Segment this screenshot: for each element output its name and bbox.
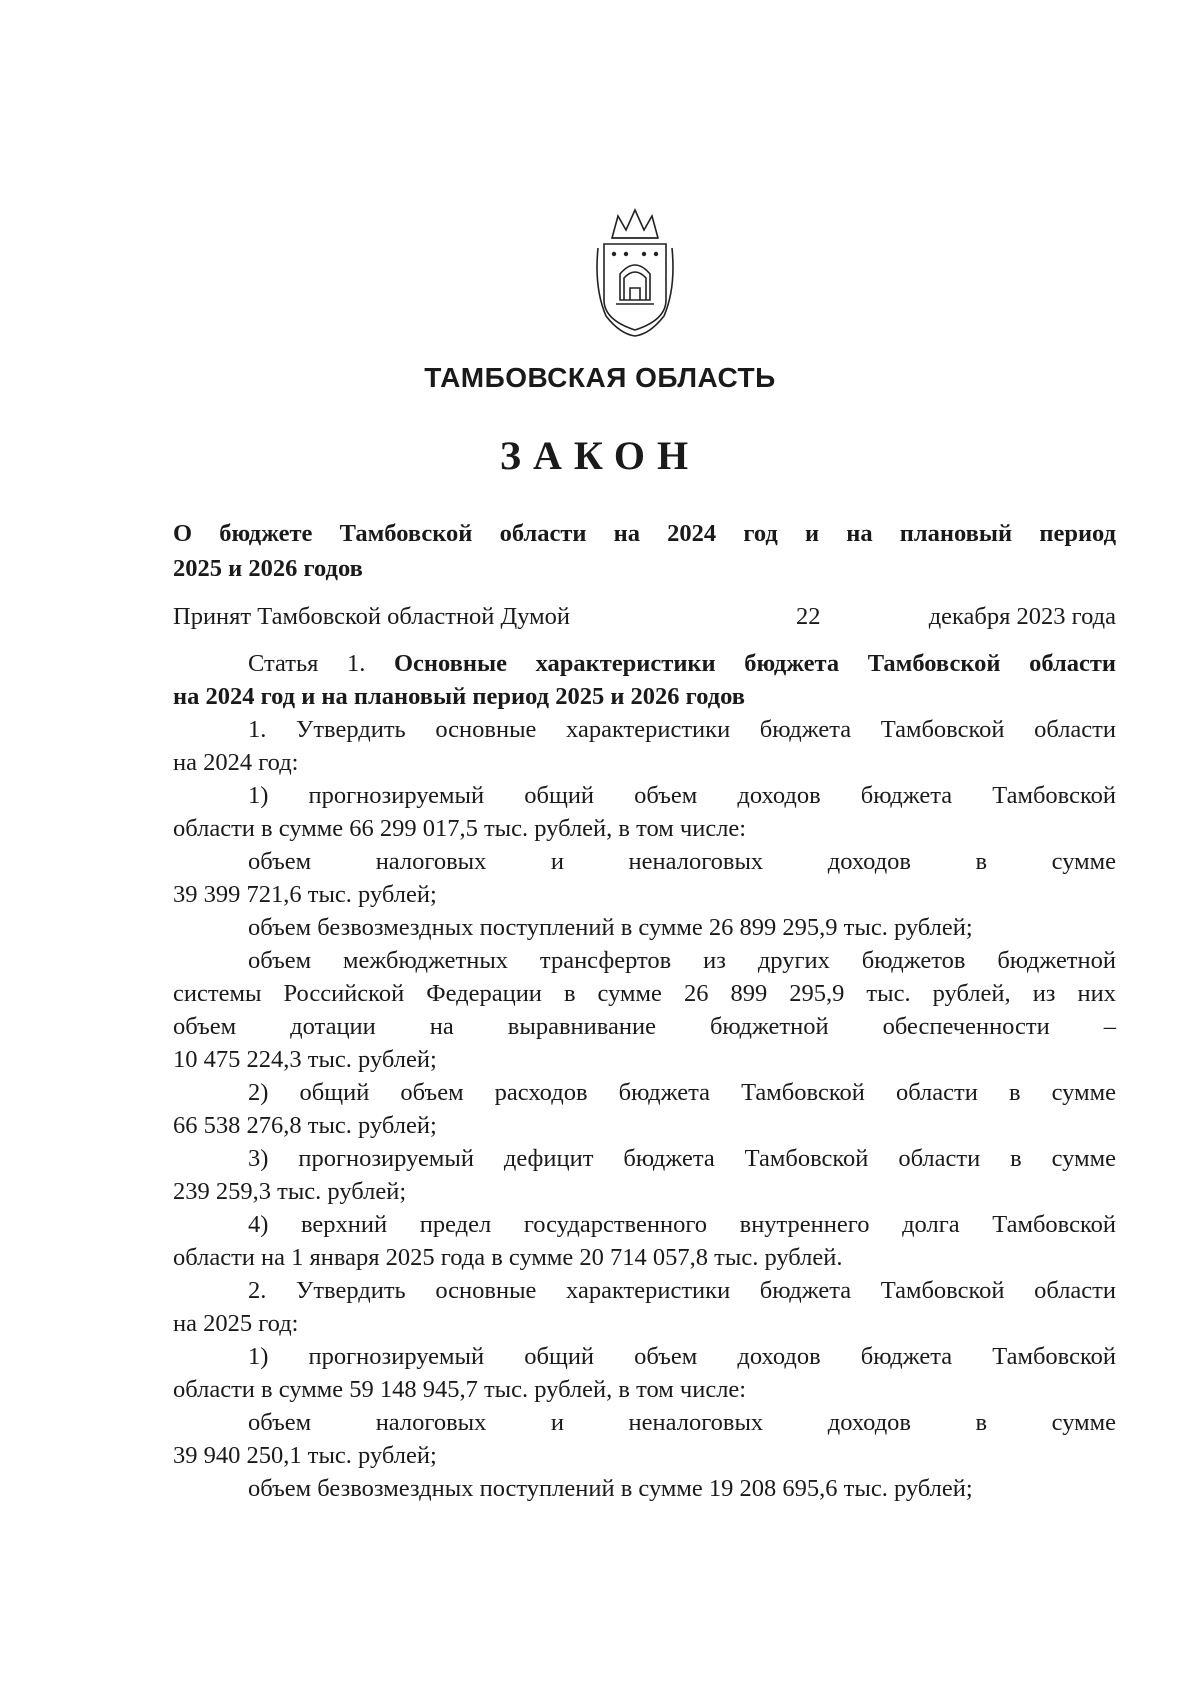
article-prefix: Статья 1. — [248, 650, 366, 677]
paragraph-line: 66 538 276,8 тыс. рублей; — [173, 1112, 437, 1139]
paragraph-line: 4) верхний предел государственного внутреннего долга Тамбовской — [248, 1211, 1116, 1238]
region-name: ТАМБОВСКАЯ ОБЛАСТЬ — [424, 362, 776, 393]
paragraph-line: на 2025 год: — [173, 1310, 299, 1337]
law-subject-line: 2025 и 2026 годов — [173, 555, 363, 582]
paragraph-line: 2. Утвердить основные характеристики бюджета Тамбовской области — [248, 1277, 1116, 1304]
article-title: Основные характеристики бюджета Тамбовской области — [393, 650, 1116, 677]
paragraph-line: 39 399 721,6 тыс. рублей; — [173, 881, 437, 908]
paragraph-line: объем налоговых и неналоговых доходов в сумме — [248, 848, 1116, 875]
paragraph-line: 39 940 250,1 тыс. рублей; — [173, 1442, 437, 1469]
adopted-date: декабря 2023 года — [928, 603, 1116, 630]
paragraph-line: 1) прогнозируемый общий объем доходов бюджета Тамбовской — [248, 782, 1116, 809]
paragraph-line: 2) общий объем расходов бюджета Тамбовской области в сумме — [248, 1079, 1116, 1106]
article-title-cont: на 2024 год и на плановый период 2025 и 2026 годов — [173, 683, 746, 710]
paragraph-line: объем дотации на выравнивание бюджетной обеспеченности – — [173, 1013, 1116, 1040]
paragraph-line: объем безвозмездных поступлений в сумме 26 899 295,9 тыс. рублей; — [248, 914, 973, 941]
paragraph-line: системы Российской Федерации в сумме 26 899 295,9 тыс. рублей, из них — [173, 980, 1116, 1007]
adoption-line — [173, 600, 1116, 633]
adopted-day: 22 — [796, 603, 821, 630]
document-body — [173, 516, 1116, 1505]
paragraph-line: на 2024 год: — [173, 749, 299, 776]
law-subject-line: О бюджете Тамбовской области на 2024 год и на плановый период — [173, 520, 1116, 547]
paragraph-line: 239 259,3 тыс. рублей; — [173, 1178, 407, 1205]
paragraph-line: 3) прогнозируемый дефицит бюджета Тамбовской области в сумме — [248, 1145, 1116, 1172]
paragraph-line: области в сумме 66 299 017,5 тыс. рублей, в том числе: — [173, 815, 747, 842]
paragraph-line: 10 475 224,3 тыс. рублей; — [173, 1046, 437, 1073]
coat-of-arms-icon — [592, 208, 678, 338]
paragraph-line: объем межбюджетных трансфертов из других бюджетов бюджетной — [248, 947, 1116, 974]
adopted-by: Принят Тамбовской областной Думой — [173, 603, 571, 630]
paragraph-line: области в сумме 59 148 945,7 тыс. рублей, в том числе: — [173, 1376, 747, 1403]
paragraph-line: области на 1 января 2025 года в сумме 20 714 057,8 тыс. рублей. — [173, 1244, 843, 1271]
paragraph-line: 1. Утвердить основные характеристики бюджета Тамбовской области — [248, 716, 1116, 743]
article-heading — [173, 647, 1116, 680]
paragraph-line: объем налоговых и неналоговых доходов в сумме — [248, 1409, 1116, 1436]
document-type: ЗАКОН — [499, 433, 701, 478]
paragraph-line: объем безвозмездных поступлений в сумме 19 208 695,6 тыс. рублей; — [248, 1475, 973, 1502]
paragraph-line: 1) прогнозируемый общий объем доходов бюджета Тамбовской — [248, 1343, 1116, 1370]
